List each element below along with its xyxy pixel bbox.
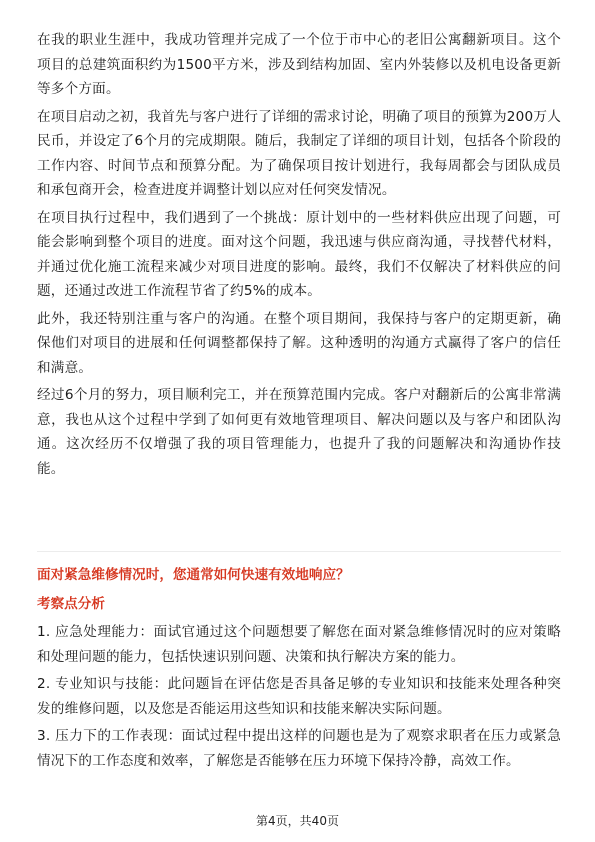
- analysis-item: 3. 压力下的工作表现：面试过程中提出这样的问题也是为了观察求职者在压力或紧急情况下的工作态度和效率，了解您是否能够在压力环境下保持冷静，高效工作。: [37, 728, 561, 769]
- section-divider: [37, 551, 561, 552]
- answer-body: [37, 28, 561, 481]
- body-paragraph: 此外，我还特别注重与客户的沟通。在整个项目期间，我保持与客户的定期更新，确保他们对项目的进展和任何调整都保持了解。这种透明的沟通方式赢得了客户的信任和满意。: [37, 310, 561, 376]
- body-paragraph: 在项目启动之初，我首先与客户进行了详细的需求讨论，明确了项目的预算为200万人民币，并设定了6个月的完成期限。随后，我制定了详细的项目计划，包括各个阶段的工作内容、时间节点和预算分配。为了确保项目按计划进行，我每周都会与团队成员和承包商开会，检查进度并调整计划以应对任何突发情况。: [37, 108, 561, 198]
- analysis-item: 1. 应急处理能力：面试官通过这个问题想要了解您在面对紧急维修情况时的应对策略和处理问题的能力，包括快速识别问题、决策和执行解决方案的能力。: [37, 624, 561, 665]
- question-heading: 面对紧急维修情况时，您通常如何快速有效地响应？: [37, 567, 350, 583]
- body-paragraph: 在项目执行过程中，我们遇到了一个挑战：原计划中的一些材料供应出现了问题，可能会影响到整个项目的进度。面对这个问题，我迅速与供应商沟通，寻找替代材料，并通过优化施工流程来减少对项目进度的影响。最终，我们不仅解决了材料供应的问题，还通过改进工作流程节省了约5%的成本。: [37, 209, 561, 299]
- analysis-list: [37, 620, 561, 776]
- analysis-title: 考察点分析: [37, 596, 105, 612]
- body-paragraph: 经过6个月的努力，项目顺利完工，并在预算范围内完成。客户对翻新后的公寓非常满意，我也从这个过程中学到了如何更有效地管理项目、解决问题以及与客户和团队沟通。这次经历不仅增强了我的项目管理能力，也提升了我的问题解决和沟通协作技能。: [37, 387, 561, 477]
- page-number: 第4页，共40页: [256, 814, 339, 828]
- body-paragraph: 在我的职业生涯中，我成功管理并完成了一个位于市中心的老旧公寓翻新项目。这个项目的总建筑面积约为1500平方米，涉及到结构加固、室内外装修以及机电设备更新等多个方面。: [37, 32, 561, 97]
- analysis-item: 2. 专业知识与技能：此问题旨在评估您是否具备足够的专业知识和技能来处理各种突发的维修问题，以及您是否能运用这些知识和技能来解决实际问题。: [37, 676, 561, 717]
